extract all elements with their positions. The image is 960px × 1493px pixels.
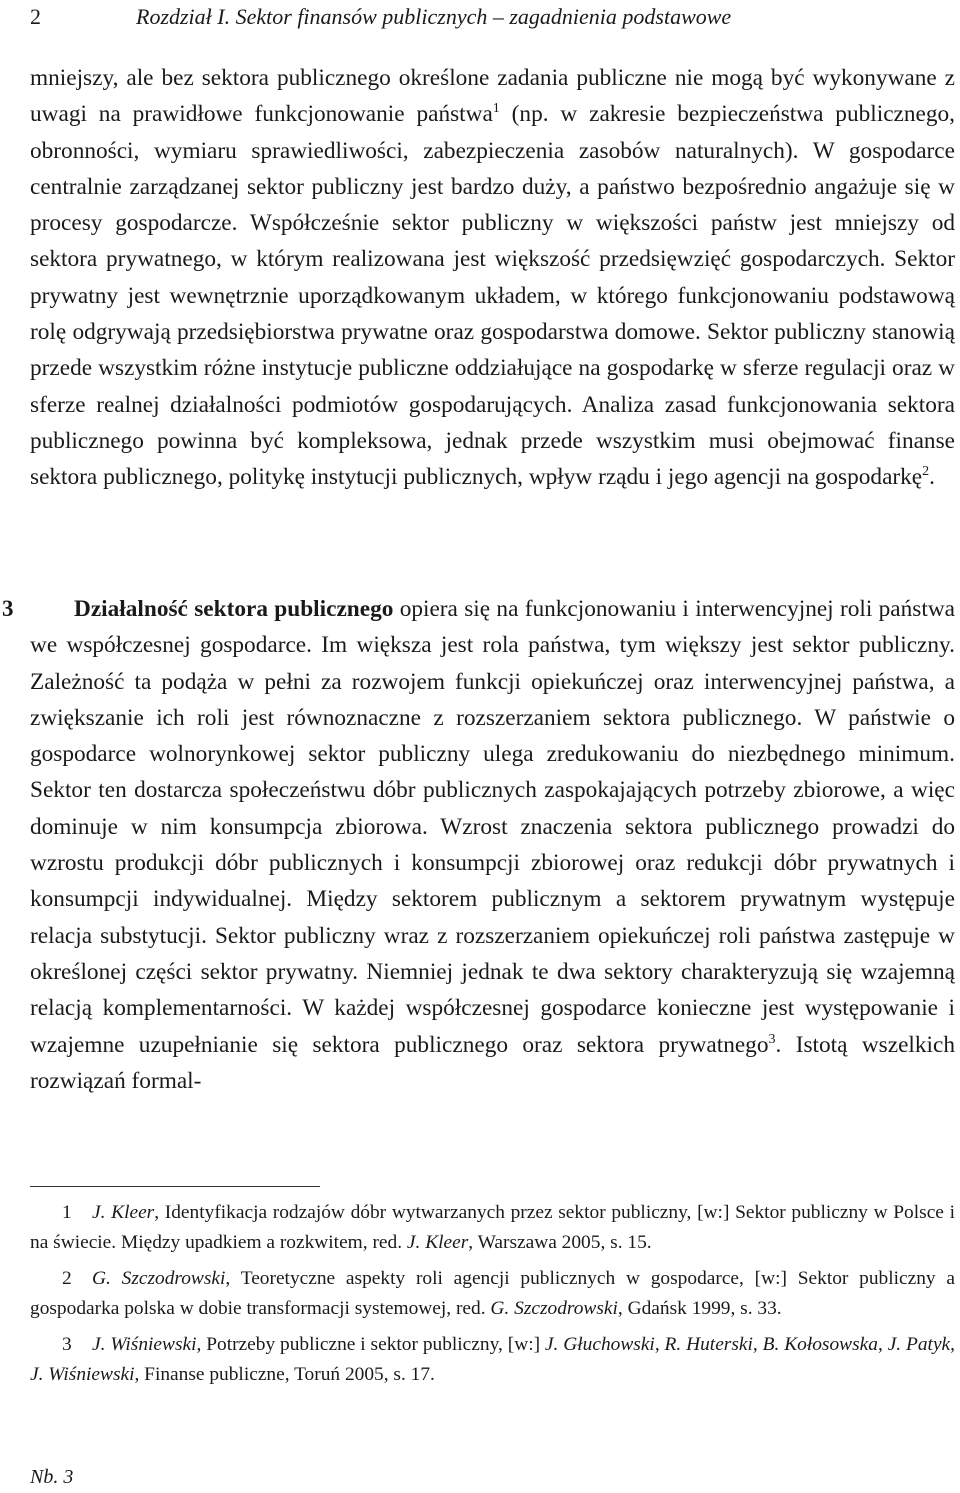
footnote-ref-1[interactable]: 1	[492, 101, 500, 117]
page-number: 2	[30, 4, 41, 29]
footnote-text: , Warszawa 2005, s. 15.	[468, 1232, 652, 1253]
footnote-number: 2	[62, 1268, 72, 1289]
footnote-number: 1	[62, 1202, 72, 1223]
footnote-ref-2[interactable]: 2	[922, 464, 930, 480]
paragraph-text: mniejszy, ale bez sektora publicznego określone zadania publiczne nie mogą być wykonywane z uwagi na prawidłowe funkcjonowanie państwa	[30, 65, 955, 128]
footnote-text: , Teoretyczne aspekty roli agencji publicznych w gospodarce, [w:] Sektor publiczny a gospodarka polska w dobie transformacji systemowej, red.	[30, 1268, 955, 1319]
margin-note-footer: Nb. 3	[30, 1466, 74, 1488]
footnote-editor: J. Kleer	[406, 1232, 469, 1253]
footnote-editor: G. Szczodrowski	[490, 1298, 618, 1319]
footnote-author: J. Kleer	[92, 1202, 155, 1223]
footnote-text: , Finanse publiczne, Toruń 2005, s. 17.	[134, 1364, 435, 1385]
footnote-coauthor: J. Patyk	[887, 1334, 951, 1355]
footnote-text: , Identyfikacja rodzajów dóbr wytwarzanych przez sektor publiczny, [w:] Sektor publiczny w Polsce i na świecie. Między upadkiem a rozkwitem, red.	[30, 1202, 955, 1253]
footnote-3: 3 J. Wiśniewski, Potrzeby publiczne i sektor publiczny, [w:] J. Głuchowski, R. Huterski, B. Kołosowska, J. Patyk, J. Wiśniewski, Finanse publiczne, Toruń 2005, s. 17.	[30, 1330, 955, 1390]
paragraph-continued	[30, 60, 955, 496]
paragraph-text: opiera się na funkcjonowaniu i interwencyjnej roli państwa we współczesnej gospodarce. Im większa jest rola państwa, tym większy jest sektor publiczny. Zależność ta podąża w pełni za rozwojem funkcji opiekuńczej oraz interwencyjnej państwa, a zwiększanie ich roli jest równoznaczne z rozszerzaniem sektora publicznego. W państwie o gospodarce wolnorynkowej sektor publiczny ulega zredukowaniu do niezbędnego minimum. Sektor ten dostarcza społeczeństwu dóbr publicznych zaspokajających potrzeby zbiorowe, a więc dominuje w nim konsumpcja zbiorowa. Wzrost znaczenia sektora publicznego prowadzi do wzrostu produkcji dóbr publicznych i konsumpcji zbiorowej oraz redukcji dóbr prywatnych i konsumpcji indywidualnej. Między sektorem publicznym a sektorem prywatnym występuje relacja substytucji. Sektor publiczny wraz z rozszerzaniem opiekuńczej roli państwa zastępuje w określonej części sektor prywatny. Niemniej jednak te dwa sektory charakteryzują się wzajemną relacją komplementarności. W każdej współczesnej gospodarce konieczne jest występowanie i wzajemne uzupełnianie się sektora publicznego oraz sektora prywatnego	[30, 596, 955, 1058]
page-header	[30, 2, 930, 32]
paragraph-numbered	[30, 591, 955, 1099]
margin-number: 3	[2, 596, 14, 621]
footnote-author: G. Szczodrowski	[92, 1268, 226, 1289]
footnote-number: 3	[62, 1334, 72, 1355]
footnote-text: , Potrzeby publiczne i sektor publiczny, [w:]	[196, 1334, 545, 1355]
footnote-coauthor: J. Głuchowski	[544, 1334, 655, 1355]
running-title: Rozdział I. Sektor finansów publicznych – zagadnienia podstawowe	[136, 4, 732, 29]
footnote-coauthor: J. Wiśniewski	[30, 1364, 135, 1385]
footnote-coauthor: R. Huterski	[664, 1334, 753, 1355]
footnote-text: , Gdańsk 1999, s. 33.	[617, 1298, 782, 1319]
footnote-coauthor: B. Kołosowska	[762, 1334, 878, 1355]
footnote-ref-3[interactable]: 3	[768, 1031, 776, 1047]
footnote-2	[30, 1264, 955, 1324]
paragraph-text: . Istotą wszelkich rozwiązań formal-	[30, 1031, 955, 1094]
footnotes	[30, 1198, 955, 1396]
footnote-separator	[30, 1186, 320, 1187]
lead-term: Działalność sektora publicznego	[74, 596, 394, 622]
paragraph-text: (np. w zakresie bezpieczeństwa publicznego, obronności, wymiaru sprawiedliwości, zabezpieczenia zasobów naturalnych). W gospodarce centralnie zarządzanej sektor publiczny jest bardzo duży, a państwo bezpośrednio angażuje się w procesy gospodarcze. Współcześnie sektor publiczny w większości państw jest mniejszy od sektora prywatnego, w którym realizowana jest większość przedsięwzięć gospodarczych. Sektor prywatny jest wewnętrznie uporządkowanym układem, w którego funkcjonowaniu podstawową rolę odgrywają przedsiębiorstwa prywatne oraz gospodarstwa domowe. Sektor publiczny stanowią przede wszystkim różne instytucje publiczne oddziałujące na gospodarkę w sferze regulacji oraz w sferze realnej działalności podmiotów gospodarujących. Analiza zasad funkcjonowania sektora publicznego powinna być kompleksowa, jednak przede wszystkim musi obejmować finanse sektora publicznego, politykę instytucji publicznych, wpływ rządu i jego agencji na gospodarkę	[30, 101, 955, 491]
footnote-author: J. Wiśniewski	[92, 1334, 197, 1355]
paragraph-text: .	[929, 464, 935, 491]
footnote-1	[30, 1198, 955, 1258]
